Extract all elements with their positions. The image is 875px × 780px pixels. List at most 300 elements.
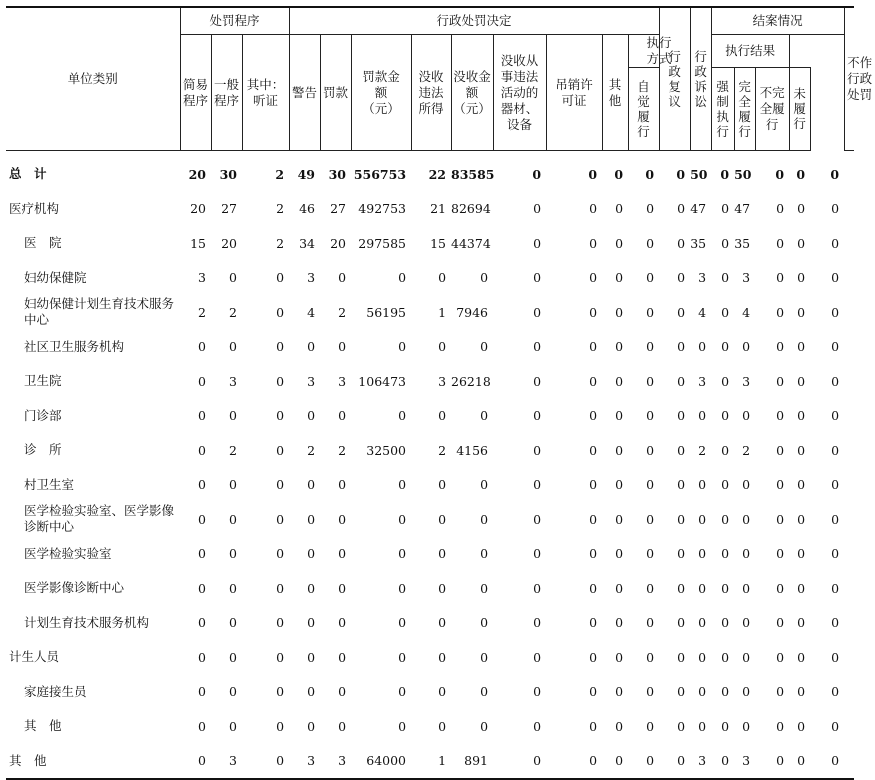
- table-cell: 0: [398, 270, 407, 286]
- table-cell: 0: [742, 580, 751, 596]
- table-cell: 0: [276, 511, 285, 527]
- table-cell: 0: [480, 339, 489, 355]
- table-cell: 0: [438, 684, 447, 700]
- table-cell: 2: [229, 442, 237, 458]
- table-cell: 0: [720, 166, 730, 182]
- table-cell: 3: [338, 753, 347, 769]
- table-cell: 0: [589, 580, 598, 596]
- table-cell: 0: [698, 580, 707, 596]
- table-cell: 0: [338, 511, 347, 527]
- header-confiscate-gains: 没收违法所得: [411, 35, 451, 151]
- table-cell: 3: [307, 270, 316, 286]
- table-cell: 0: [307, 649, 316, 665]
- table-cell: 83585: [451, 166, 495, 182]
- table-cell: 0: [721, 718, 730, 734]
- table-cell: 0: [831, 615, 840, 631]
- table-cell: 20: [330, 235, 347, 251]
- table-cell: 0: [229, 580, 237, 596]
- table-cell: 0: [776, 753, 785, 769]
- table-cell: 0: [198, 373, 206, 389]
- table-cell: 0: [775, 166, 785, 182]
- table-cell: 0: [307, 718, 316, 734]
- table-cell: 556753: [353, 166, 407, 182]
- table-row: [6, 502, 854, 537]
- table-cell: 0: [338, 339, 347, 355]
- table-cell: 0: [646, 373, 655, 389]
- row-category-label: 总 计: [9, 166, 47, 182]
- table-cell: 0: [797, 201, 806, 217]
- table-cell: 0: [438, 580, 447, 596]
- table-cell: 0: [398, 615, 407, 631]
- table-cell: 106473: [358, 373, 407, 389]
- table-cell: 0: [797, 270, 806, 286]
- table-cell: 0: [307, 684, 316, 700]
- table-cell: 0: [677, 270, 686, 286]
- table-cell: 0: [721, 580, 730, 596]
- table-cell: 0: [615, 201, 624, 217]
- table-cell: 0: [398, 408, 407, 424]
- table-cell: 0: [307, 477, 316, 493]
- table-cell: 0: [276, 684, 285, 700]
- table-cell: 0: [533, 546, 542, 562]
- table-cell: 0: [533, 615, 542, 631]
- table-cell: 0: [698, 477, 707, 493]
- table-cell: 0: [797, 235, 806, 251]
- table-cell: 0: [589, 235, 598, 251]
- header-warning: 警告: [289, 35, 320, 151]
- table-row: [6, 192, 854, 227]
- table-cell: 0: [589, 373, 598, 389]
- table-cell: 0: [776, 339, 785, 355]
- table-cell: 0: [276, 270, 285, 286]
- table-cell: 0: [677, 580, 686, 596]
- table-cell: 0: [797, 304, 806, 320]
- table-cell: 2: [698, 442, 707, 458]
- table-cell: 0: [831, 442, 840, 458]
- table-cell: 32500: [366, 442, 407, 458]
- table-cell: 0: [276, 753, 285, 769]
- table-cell: 0: [698, 649, 707, 665]
- table-cell: 0: [797, 684, 806, 700]
- table-cell: 20: [221, 235, 237, 251]
- table-cell: 0: [646, 580, 655, 596]
- table-cell: 0: [615, 511, 624, 527]
- header-unit-category: 单位类别: [6, 7, 180, 151]
- table-cell: 0: [721, 408, 730, 424]
- table-cell: 0: [589, 339, 598, 355]
- table-cell: 0: [831, 511, 840, 527]
- table-cell: 0: [742, 511, 751, 527]
- table-cell: 0: [229, 615, 237, 631]
- table-cell: 0: [229, 718, 237, 734]
- table-cell: 0: [229, 649, 237, 665]
- table-cell: 0: [698, 615, 707, 631]
- header-procedure-hearing: 其中：听证: [242, 35, 289, 151]
- table-cell: 297585: [358, 235, 407, 251]
- table-cell: 34: [299, 235, 316, 251]
- table-body: [6, 151, 854, 780]
- table-cell: 0: [307, 580, 316, 596]
- table-cell: 3: [229, 753, 237, 769]
- table-cell: 4: [307, 304, 316, 320]
- table-cell: 0: [398, 339, 407, 355]
- table-cell: 0: [742, 477, 751, 493]
- table-row: [6, 640, 854, 675]
- table-cell: 0: [615, 615, 624, 631]
- table-cell: 0: [307, 546, 316, 562]
- table-cell: 0: [797, 615, 806, 631]
- header-fully: 完全履行: [734, 68, 755, 151]
- table-cell: 0: [589, 304, 598, 320]
- table-cell: 0: [338, 546, 347, 562]
- table-cell: 0: [276, 442, 285, 458]
- table-cell: 0: [198, 718, 206, 734]
- table-cell: 0: [198, 339, 206, 355]
- table-cell: 0: [615, 753, 624, 769]
- table-cell: 0: [533, 270, 542, 286]
- table-cell: 0: [797, 339, 806, 355]
- table-cell: 0: [831, 477, 840, 493]
- table-cell: 27: [330, 201, 347, 217]
- row-category-label: 医学检验实验室、医学影像诊断中心: [24, 503, 175, 535]
- row-category-label: 妇幼保健院: [24, 269, 87, 285]
- penalty-statistics-table: [6, 6, 873, 780]
- table-row: [6, 399, 854, 434]
- table-cell: 0: [677, 753, 686, 769]
- table-cell: 0: [776, 511, 785, 527]
- table-cell: 0: [797, 442, 806, 458]
- table-cell: 3: [338, 373, 347, 389]
- table-cell: 0: [831, 339, 840, 355]
- table-cell: 0: [797, 511, 806, 527]
- table-cell: 0: [438, 649, 447, 665]
- table-cell: 0: [198, 408, 206, 424]
- table-cell: 3: [698, 270, 707, 286]
- table-cell: 21: [430, 201, 447, 217]
- header-admin-litigation: 行政诉讼: [690, 7, 711, 151]
- table-cell: 0: [615, 684, 624, 700]
- table-cell: 22: [428, 166, 447, 182]
- row-category-label: 妇幼保健计划生育技术服务中心: [24, 296, 175, 328]
- table-cell: 0: [438, 511, 447, 527]
- table-cell: 3: [438, 373, 447, 389]
- table-cell: 0: [721, 753, 730, 769]
- table-cell: 0: [480, 477, 489, 493]
- table-cell: 0: [831, 546, 840, 562]
- header-partially: 不完全履行: [755, 68, 789, 151]
- table-cell: 0: [677, 235, 686, 251]
- table-cell: 0: [614, 166, 624, 182]
- table-cell: 49: [297, 166, 316, 182]
- table-cell: 0: [742, 546, 751, 562]
- row-category-label: 医学影像诊断中心: [24, 580, 125, 596]
- table-cell: 0: [533, 753, 542, 769]
- header-voluntary: 自觉履行: [628, 68, 659, 151]
- table-cell: 0: [646, 546, 655, 562]
- table-cell: 0: [776, 270, 785, 286]
- table-cell: 3: [698, 373, 707, 389]
- table-cell: 1: [438, 753, 447, 769]
- header-procedure-general: 一般程序: [211, 35, 242, 151]
- table-cell: 0: [646, 235, 655, 251]
- table-cell: 56195: [366, 304, 407, 320]
- table-cell: 0: [438, 339, 447, 355]
- table-cell: 0: [533, 408, 542, 424]
- table-cell: 0: [677, 649, 686, 665]
- table-cell: 0: [589, 546, 598, 562]
- table-cell: 0: [533, 684, 542, 700]
- table-cell: 0: [480, 511, 489, 527]
- table-cell: 0: [646, 442, 655, 458]
- row-category-label: 诊 所: [24, 442, 62, 458]
- table-cell: 0: [677, 408, 686, 424]
- table-cell: 0: [721, 615, 730, 631]
- table-cell: 0: [797, 408, 806, 424]
- table-cell: 2: [276, 235, 285, 251]
- table-cell: 0: [677, 373, 686, 389]
- table-cell: 0: [831, 753, 840, 769]
- table-cell: 0: [615, 718, 624, 734]
- table-cell: 492753: [358, 201, 407, 217]
- table-cell: 0: [615, 235, 624, 251]
- table-cell: 0: [742, 615, 751, 631]
- table-cell: 0: [796, 166, 806, 182]
- table-cell: 0: [646, 304, 655, 320]
- table-row: [6, 468, 854, 503]
- table-cell: 0: [480, 718, 489, 734]
- table-cell: 0: [831, 373, 840, 389]
- table-cell: 0: [698, 408, 707, 424]
- table-cell: 0: [831, 304, 840, 320]
- table-cell: 15: [430, 235, 447, 251]
- table-cell: 0: [338, 718, 347, 734]
- table-cell: 0: [797, 718, 806, 734]
- row-category-label: 门诊部: [24, 407, 62, 423]
- table-cell: 0: [229, 546, 237, 562]
- table-cell: 0: [830, 166, 840, 182]
- table-cell: 0: [615, 339, 624, 355]
- table-cell: 0: [742, 684, 751, 700]
- row-category-label: 医 院: [24, 235, 62, 251]
- table-cell: 20: [190, 201, 206, 217]
- table-cell: 64000: [366, 753, 407, 769]
- table-cell: 0: [797, 373, 806, 389]
- table-cell: 4: [698, 304, 707, 320]
- table-cell: 0: [646, 270, 655, 286]
- table-cell: 0: [398, 718, 407, 734]
- table-cell: 47: [734, 201, 751, 217]
- table-cell: 0: [398, 511, 407, 527]
- table-cell: 0: [398, 684, 407, 700]
- table-cell: 0: [677, 546, 686, 562]
- header-revoke-license: 吊销许可证: [546, 35, 602, 151]
- table-cell: 0: [698, 339, 707, 355]
- table-cell: 0: [438, 718, 447, 734]
- table-cell: 0: [198, 649, 206, 665]
- table-row: [6, 261, 854, 296]
- table-cell: 0: [480, 546, 489, 562]
- header-closure-group: 结案情况: [711, 7, 844, 35]
- table-row: [6, 675, 854, 710]
- table-header: [6, 7, 873, 151]
- table-cell: 30: [328, 166, 347, 182]
- header-admin-review: 行政复议: [659, 7, 690, 151]
- table-cell: 0: [198, 511, 206, 527]
- table-cell: 0: [307, 408, 316, 424]
- table-cell: 0: [533, 477, 542, 493]
- table-cell: 26218: [451, 373, 491, 389]
- table-cell: 0: [831, 649, 840, 665]
- table-cell: 0: [776, 201, 785, 217]
- row-category-label: 家庭接生员: [24, 683, 87, 699]
- table-cell: 50: [690, 166, 708, 182]
- table-cell: 0: [438, 615, 447, 631]
- table-cell: 0: [776, 615, 785, 631]
- table-cell: 0: [677, 201, 686, 217]
- table-cell: 2: [229, 304, 237, 320]
- header-confiscate-amount: 没收金额（元）: [451, 35, 493, 151]
- table-cell: 0: [438, 546, 447, 562]
- table-cell: 0: [721, 304, 730, 320]
- table-cell: 0: [742, 339, 751, 355]
- table-cell: 0: [589, 718, 598, 734]
- table-cell: 0: [797, 477, 806, 493]
- table-cell: 0: [615, 270, 624, 286]
- table-cell: 0: [698, 718, 707, 734]
- table-cell: 0: [677, 477, 686, 493]
- table-cell: 0: [589, 408, 598, 424]
- table-cell: 0: [398, 477, 407, 493]
- table-row: [6, 433, 854, 468]
- table-cell: 0: [307, 339, 316, 355]
- table-cell: 0: [677, 511, 686, 527]
- table-cell: 0: [646, 649, 655, 665]
- table-cell: 3: [742, 373, 751, 389]
- table-cell: 891: [464, 753, 489, 769]
- table-cell: 0: [533, 580, 542, 596]
- table-cell: 35: [734, 235, 751, 251]
- table-cell: 0: [533, 339, 542, 355]
- table-cell: 0: [646, 615, 655, 631]
- table-cell: 0: [646, 511, 655, 527]
- table-cell: 0: [438, 270, 447, 286]
- table-cell: 0: [721, 270, 730, 286]
- table-cell: 0: [338, 477, 347, 493]
- table-cell: 0: [198, 477, 206, 493]
- table-cell: 3: [307, 753, 316, 769]
- table-cell: 0: [533, 201, 542, 217]
- header-fine-amount: 罚款金额（元）: [351, 35, 411, 151]
- table-cell: 0: [338, 684, 347, 700]
- row-category-label: 其 他: [9, 752, 47, 768]
- table-cell: 0: [797, 753, 806, 769]
- table-cell: 0: [677, 339, 686, 355]
- row-category-label: 其 他: [24, 718, 62, 734]
- header-procedure-group: 处罚程序: [180, 7, 289, 35]
- table-cell: 0: [742, 718, 751, 734]
- table-row: [6, 364, 854, 399]
- table-cell: 1: [438, 304, 447, 320]
- table-cell: 50: [734, 166, 752, 182]
- table-cell: 3: [742, 270, 751, 286]
- table-cell: 0: [276, 615, 285, 631]
- row-category-label: 村卫生室: [24, 476, 75, 492]
- table-cell: 0: [797, 546, 806, 562]
- table-cell: 2: [338, 304, 347, 320]
- header-not-performed: 未履行: [789, 68, 810, 151]
- table-cell: 0: [797, 580, 806, 596]
- table-cell: 3: [698, 753, 707, 769]
- table-row: [6, 226, 854, 261]
- table-cell: 2: [338, 442, 347, 458]
- table-cell: 0: [615, 304, 624, 320]
- table-cell: 0: [533, 373, 542, 389]
- table-cell: 44374: [451, 235, 491, 251]
- table-row: [6, 606, 854, 641]
- table-cell: 2: [276, 201, 285, 217]
- table-cell: 0: [645, 166, 655, 182]
- table-cell: 0: [589, 477, 598, 493]
- table-cell: 0: [721, 477, 730, 493]
- table-row: [6, 295, 854, 330]
- table-cell: 0: [480, 408, 489, 424]
- table-cell: 0: [198, 546, 206, 562]
- table-cell: 0: [615, 442, 624, 458]
- table-cell: 0: [198, 753, 206, 769]
- table-cell: 0: [646, 684, 655, 700]
- header-other: 其他: [602, 35, 628, 151]
- table-cell: 0: [776, 373, 785, 389]
- table-cell: 0: [831, 408, 840, 424]
- table-row: [6, 709, 854, 744]
- header-no-penalty: 不作行政处罚: [844, 7, 854, 151]
- table-cell: 0: [721, 546, 730, 562]
- row-category-label: 卫生院: [24, 373, 62, 389]
- table-cell: 0: [776, 408, 785, 424]
- table-cell: 0: [438, 477, 447, 493]
- table-cell: 0: [589, 511, 598, 527]
- table-cell: 0: [533, 442, 542, 458]
- header-procedure-simple: 简易程序: [180, 35, 211, 151]
- table-cell: 0: [589, 615, 598, 631]
- table-cell: 0: [831, 684, 840, 700]
- table-cell: 0: [229, 270, 237, 286]
- table-cell: 0: [677, 684, 686, 700]
- table-cell: 0: [276, 649, 285, 665]
- row-category-label: 计生人员: [9, 649, 60, 665]
- table-cell: 0: [646, 339, 655, 355]
- row-category-label: 社区卫生服务机构: [24, 338, 125, 354]
- table-cell: 27: [221, 201, 237, 217]
- table-cell: 0: [615, 373, 624, 389]
- table-cell: 0: [198, 684, 206, 700]
- table-cell: 82694: [451, 201, 491, 217]
- table-cell: 0: [589, 442, 598, 458]
- table-cell: 0: [307, 615, 316, 631]
- table-cell: 3: [742, 753, 751, 769]
- table-cell: 3: [229, 373, 237, 389]
- table-cell: 0: [589, 649, 598, 665]
- table-cell: 0: [742, 649, 751, 665]
- table-cell: 0: [615, 408, 624, 424]
- table-cell: 0: [307, 511, 316, 527]
- table-cell: 0: [776, 546, 785, 562]
- table-cell: 0: [480, 580, 489, 596]
- table-cell: 0: [589, 270, 598, 286]
- table-cell: 0: [276, 373, 285, 389]
- table-cell: 0: [276, 580, 285, 596]
- table-cell: 0: [589, 201, 598, 217]
